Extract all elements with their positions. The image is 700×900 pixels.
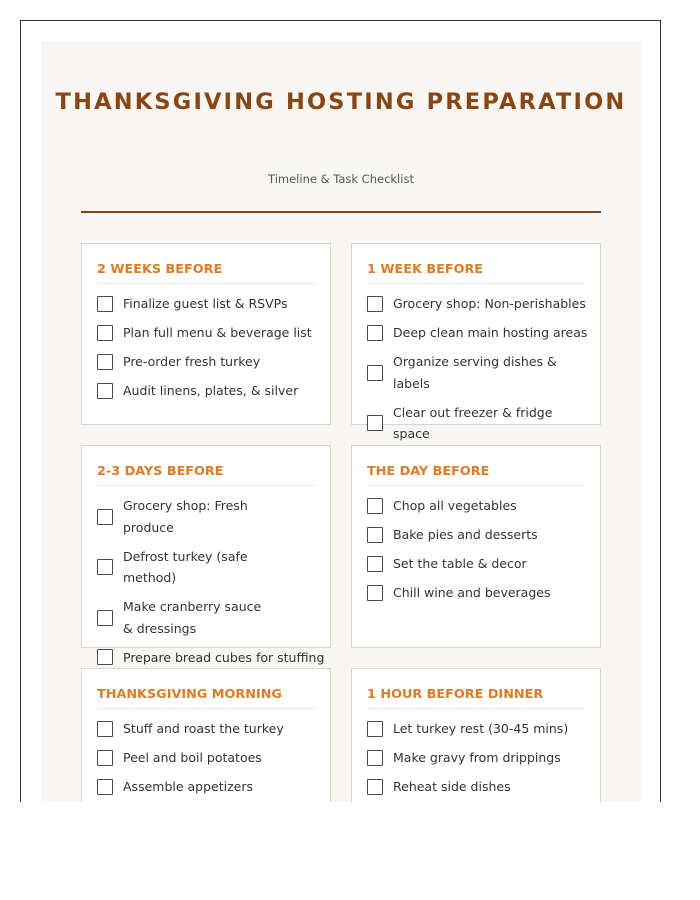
checkbox[interactable]: [367, 779, 383, 795]
checkbox[interactable]: [367, 498, 383, 514]
task-item[interactable]: [367, 582, 592, 604]
section-1-hour-before-dinner: [351, 668, 601, 802]
checklist-sheet: [41, 41, 641, 802]
task-item[interactable]: [367, 402, 592, 445]
task-label: Deep clean main hosting areas: [393, 325, 588, 340]
task-list: [97, 718, 322, 802]
task-label: Audit linens, plates, & silver: [123, 383, 299, 398]
checkbox[interactable]: [97, 610, 113, 626]
task-label: Clear out freezer & fridge space: [393, 404, 553, 441]
task-item[interactable]: [367, 293, 592, 315]
section-2-weeks-before: [81, 243, 331, 425]
task-item[interactable]: [367, 776, 592, 798]
task-item[interactable]: [97, 647, 325, 669]
checkbox[interactable]: [367, 750, 383, 766]
checkbox[interactable]: [97, 509, 113, 525]
checkbox[interactable]: [367, 325, 383, 341]
task-label: Grocery shop: Non-perishables: [393, 296, 586, 311]
checkbox[interactable]: [97, 649, 113, 665]
task-label: Pre-order fresh turkey: [123, 354, 261, 369]
task-label: Chop all vegetables: [393, 498, 517, 513]
task-item[interactable]: [97, 351, 322, 373]
title-divider: [81, 211, 601, 213]
task-item[interactable]: [97, 495, 297, 538]
checkbox[interactable]: [367, 585, 383, 601]
section-1-week-before: [351, 243, 601, 441]
task-label: Reheat side dishes: [393, 779, 511, 794]
checkbox[interactable]: [367, 296, 383, 312]
task-label: Make cranberry sauce & dressings: [123, 599, 262, 636]
task-item[interactable]: [367, 351, 592, 394]
section-the-day-before: [351, 445, 601, 648]
task-label: Finalize guest list & RSVPs: [123, 296, 288, 311]
section-heading: 2-3 DAYS BEFORE: [97, 463, 315, 486]
task-item[interactable]: [97, 776, 322, 798]
task-item[interactable]: [367, 747, 592, 769]
page-subtitle: Timeline & Task Checklist: [268, 172, 414, 186]
task-label: Grocery shop: Fresh produce: [123, 498, 248, 535]
checkbox[interactable]: [97, 383, 113, 399]
section-thanksgiving-morning: [81, 668, 331, 802]
section-heading: 1 WEEK BEFORE: [367, 261, 585, 284]
checkbox[interactable]: [97, 325, 113, 341]
checkbox[interactable]: [367, 527, 383, 543]
task-item[interactable]: [97, 546, 297, 589]
task-list: [367, 718, 592, 802]
checkbox[interactable]: [97, 559, 113, 575]
task-item[interactable]: [97, 596, 297, 639]
checkbox[interactable]: [97, 721, 113, 737]
checkbox[interactable]: [367, 721, 383, 737]
task-list: [367, 495, 592, 611]
checkbox[interactable]: [367, 365, 383, 381]
task-label: Let turkey rest (30-45 mins): [393, 721, 569, 736]
task-item[interactable]: [367, 553, 592, 575]
task-label: Make gravy from drippings: [393, 750, 561, 765]
task-label: Prepare bread cubes for stuffing: [123, 649, 325, 665]
task-item[interactable]: [367, 718, 592, 740]
checkbox[interactable]: [97, 750, 113, 766]
task-item[interactable]: [97, 747, 322, 769]
task-item[interactable]: [97, 322, 322, 344]
task-label: Organize serving dishes & labels: [393, 354, 557, 391]
section-heading: 1 HOUR BEFORE DINNER: [367, 686, 585, 709]
task-label: Peel and boil potatoes: [123, 750, 262, 765]
checkbox[interactable]: [367, 556, 383, 572]
task-item[interactable]: [367, 322, 592, 344]
task-label: Plan full menu & beverage list: [123, 325, 312, 340]
checkbox[interactable]: [97, 296, 113, 312]
checkbox[interactable]: [367, 415, 383, 431]
checkbox[interactable]: [97, 354, 113, 370]
task-item[interactable]: [97, 293, 322, 315]
checkbox[interactable]: [97, 779, 113, 795]
section-2-3-days-before: [81, 445, 331, 665]
task-label: Assemble appetizers: [123, 779, 254, 794]
section-heading: THE DAY BEFORE: [367, 463, 585, 486]
task-item[interactable]: [367, 524, 592, 546]
task-label: Defrost turkey (safe method): [123, 548, 248, 585]
task-label: Bake pies and desserts: [393, 527, 538, 542]
task-list: [97, 293, 322, 409]
task-item[interactable]: [97, 718, 322, 740]
task-list: [97, 495, 325, 676]
task-item[interactable]: [97, 380, 322, 402]
task-list: [367, 293, 592, 452]
section-heading: THANKSGIVING MORNING: [97, 686, 315, 709]
page-title: THANKSGIVING HOSTING PREPARATION: [55, 89, 627, 115]
section-heading: 2 WEEKS BEFORE: [97, 261, 315, 284]
task-label: Set the table & decor: [393, 556, 527, 571]
task-label: Stuff and roast the turkey: [123, 721, 284, 736]
task-label: Chill wine and beverages: [393, 585, 551, 600]
task-item[interactable]: [367, 495, 592, 517]
page-frame: [20, 20, 661, 802]
